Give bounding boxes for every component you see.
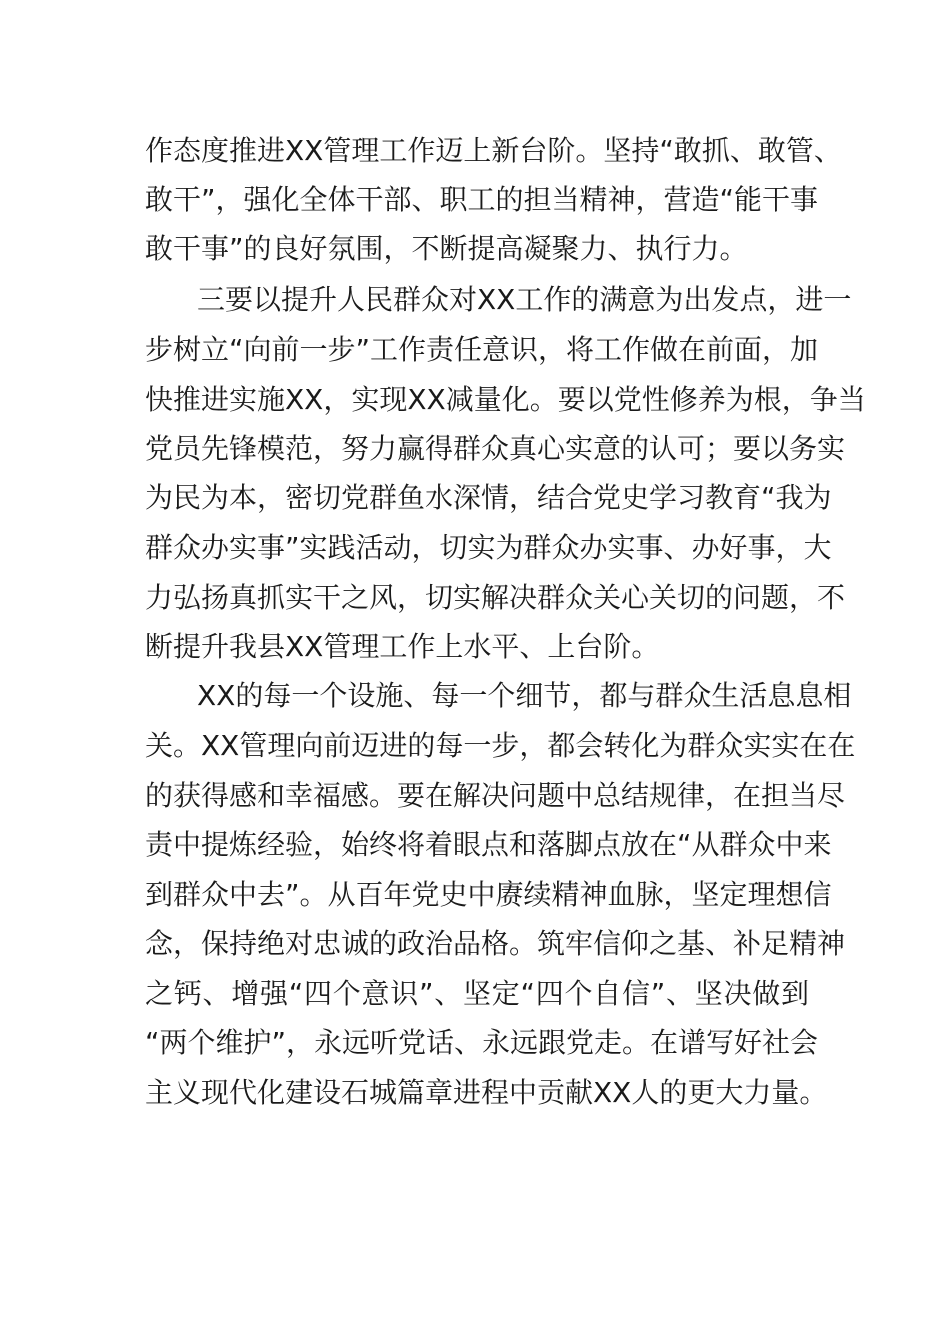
text-line: 关。XX管理向前迈进的每一步，都会转化为群众实实在在 bbox=[145, 729, 856, 762]
text-line: 到群众中去”。从百年党史中赓续精神血脉，坚定理想信 bbox=[145, 878, 832, 911]
text-line: 步树立“向前一步”工作责任意识，将工作做在前面，加 bbox=[145, 333, 819, 366]
text-line: 念，保持绝对忠诚的政治品格。筑牢信仰之基、补足精神 bbox=[145, 927, 846, 960]
text-line: XX的每一个设施、每一个细节，都与群众生活息息相 bbox=[197, 679, 852, 712]
text-line: 党员先锋模范，努力赢得群众真心实意的认可；要以务实 bbox=[145, 432, 846, 465]
text-line: 群众办实事”实践活动，切实为群众办实事、办好事，大 bbox=[145, 531, 832, 564]
text-line: 的获得感和幸福感。要在解决问题中总结规律，在担当尽 bbox=[145, 779, 846, 812]
text-line: 力弘扬真抓实干之风，切实解决群众关心关切的问题，不 bbox=[145, 581, 846, 614]
text-line: 敢干事”的良好氛围，不断提高凝聚力、执行力。 bbox=[145, 232, 748, 265]
text-line: 主义现代化建设石城篇章进程中贡献XX人的更大力量。 bbox=[145, 1076, 828, 1109]
text-line: 三要以提升人民群众对XX工作的满意为出发点，进一 bbox=[197, 283, 852, 316]
text-line: 作态度推进XX管理工作迈上新台阶。坚持“敢抓、敢管、 bbox=[145, 134, 842, 167]
text-line: 责中提炼经验，始终将着眼点和落脚点放在“从群众中来 bbox=[145, 828, 832, 861]
text-line: “两个维护”，永远听党话、永远跟党走。在谱写好社会 bbox=[145, 1026, 819, 1059]
text-line: 敢干”，强化全体干部、职工的担当精神，营造“能干事 bbox=[145, 183, 819, 216]
text-line: 快推进实施XX，实现XX减量化。要以党性修养为根，争当 bbox=[145, 383, 866, 416]
text-line: 断提升我县XX管理工作上水平、上台阶。 bbox=[145, 630, 660, 663]
text-line: 为民为本，密切党群鱼水深情，结合党史学习教育“我为 bbox=[145, 481, 832, 514]
text-line: 之钙、增强“四个意识”、坚定“四个自信”、坚决做到 bbox=[145, 977, 809, 1010]
